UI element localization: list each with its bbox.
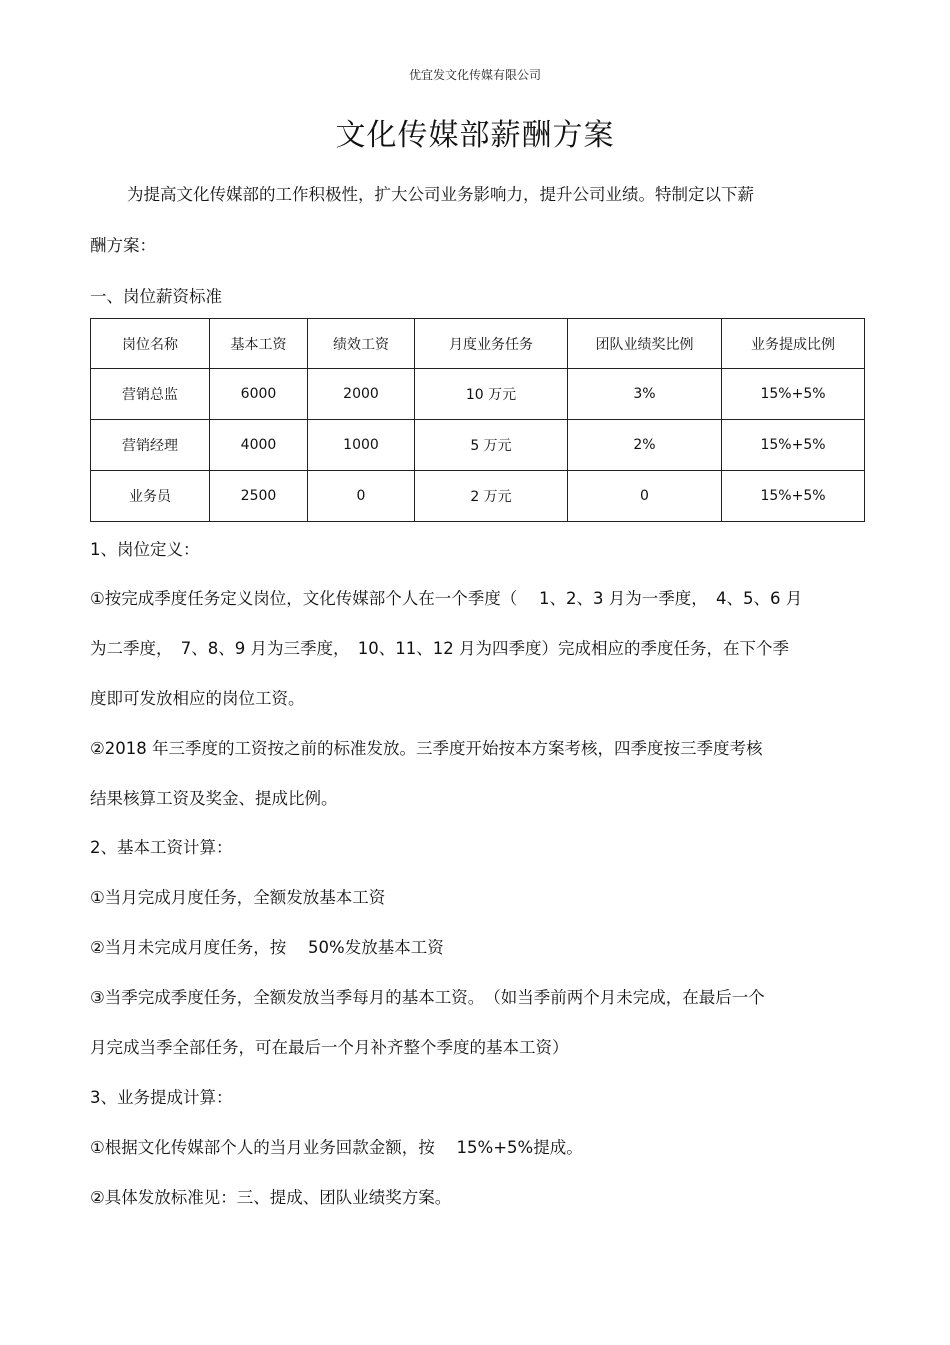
header-cell-performance-salary: 绩效工资 — [308, 319, 415, 369]
table-cell: 2% — [568, 420, 722, 471]
commission-heading: 3、业务提成计算： — [90, 1088, 233, 1107]
intro-line-2: 酬方案： — [90, 236, 156, 255]
salary-table — [90, 318, 865, 522]
base-salary-item-2: ②当月未完成月度任务，按 50%发放基本工资 — [90, 938, 444, 957]
table-cell: 15%+5% — [722, 369, 865, 420]
definition-heading: 1、岗位定义： — [90, 540, 200, 559]
definition-p1-line-3: 度即可发放相应的岗位工资。 — [90, 689, 305, 708]
table-header-row — [91, 319, 865, 369]
commission-item-1: ①根据文化传媒部个人的当月业务回款金额，按 15%+5%提成。 — [90, 1138, 583, 1157]
table-cell: 营销经理 — [91, 420, 210, 471]
base-salary-item-1: ①当月完成月度任务，全额发放基本工资 — [90, 888, 386, 907]
table-row — [91, 420, 865, 471]
table-cell: 1000 — [308, 420, 415, 471]
header-cell-monthly-task: 月度业务任务 — [415, 319, 568, 369]
table-cell: 营销总监 — [91, 369, 210, 420]
header-cell-position: 岗位名称 — [91, 319, 210, 369]
intro-line-1: 为提高文化传媒部的工作积极性，扩大公司业务影响力，提升公司业绩。特制定以下薪 — [127, 185, 754, 204]
company-header: 优宜发文化传媒有限公司 — [408, 68, 541, 82]
table-row — [91, 471, 865, 522]
section-1-heading: 一、岗位薪资标准 — [90, 287, 222, 306]
table-cell: 0 — [308, 471, 415, 522]
document-title: 文化传媒部薪酬方案 — [335, 118, 615, 153]
table-cell: 业务员 — [91, 471, 210, 522]
table-cell: 2 万元 — [415, 471, 568, 522]
base-salary-item-3-line-1: ③当季完成季度任务，全额发放当季每月的基本工资。 （如当季前两个月未完成，在最后一个 — [90, 988, 765, 1007]
header-cell-base-salary: 基本工资 — [210, 319, 308, 369]
base-salary-item-3-line-2: 月完成当季全部任务，可在最后一个月补齐整个季度的基本工资） — [90, 1038, 569, 1057]
definition-p2-line-1: ②2018 年三季度的工资按之前的标准发放。三季度开始按本方案考核，四季度按三季度考核 — [90, 739, 763, 758]
commission-item-2: ②具体发放标准见：三、提成、团队业绩奖方案。 — [90, 1188, 452, 1207]
table-cell: 5 万元 — [415, 420, 568, 471]
table-cell: 10 万元 — [415, 369, 568, 420]
table-cell: 4000 — [210, 420, 308, 471]
definition-p1-line-2: 为二季度， 7、8、9 月为三季度， 10、11、12 月为四季度）完成相应的季度任务，在下个季 — [90, 639, 789, 658]
header-cell-commission-ratio: 业务提成比例 — [722, 319, 865, 369]
table-cell: 15%+5% — [722, 420, 865, 471]
base-salary-heading: 2、基本工资计算： — [90, 838, 233, 857]
table-cell: 15%+5% — [722, 471, 865, 522]
table-cell: 2500 — [210, 471, 308, 522]
definition-p2-line-2: 结果核算工资及奖金、提成比例。 — [90, 789, 338, 808]
table-cell: 2000 — [308, 369, 415, 420]
table-cell: 0 — [568, 471, 722, 522]
header-cell-team-bonus-ratio: 团队业绩奖比例 — [568, 319, 722, 369]
definition-p1-line-1: ①按完成季度任务定义岗位，文化传媒部个人在一个季度（ 1、2、3 月为一季度， 4、5、6 月 — [90, 589, 803, 608]
table-row — [91, 369, 865, 420]
table-cell: 3% — [568, 369, 722, 420]
table-cell: 6000 — [210, 369, 308, 420]
